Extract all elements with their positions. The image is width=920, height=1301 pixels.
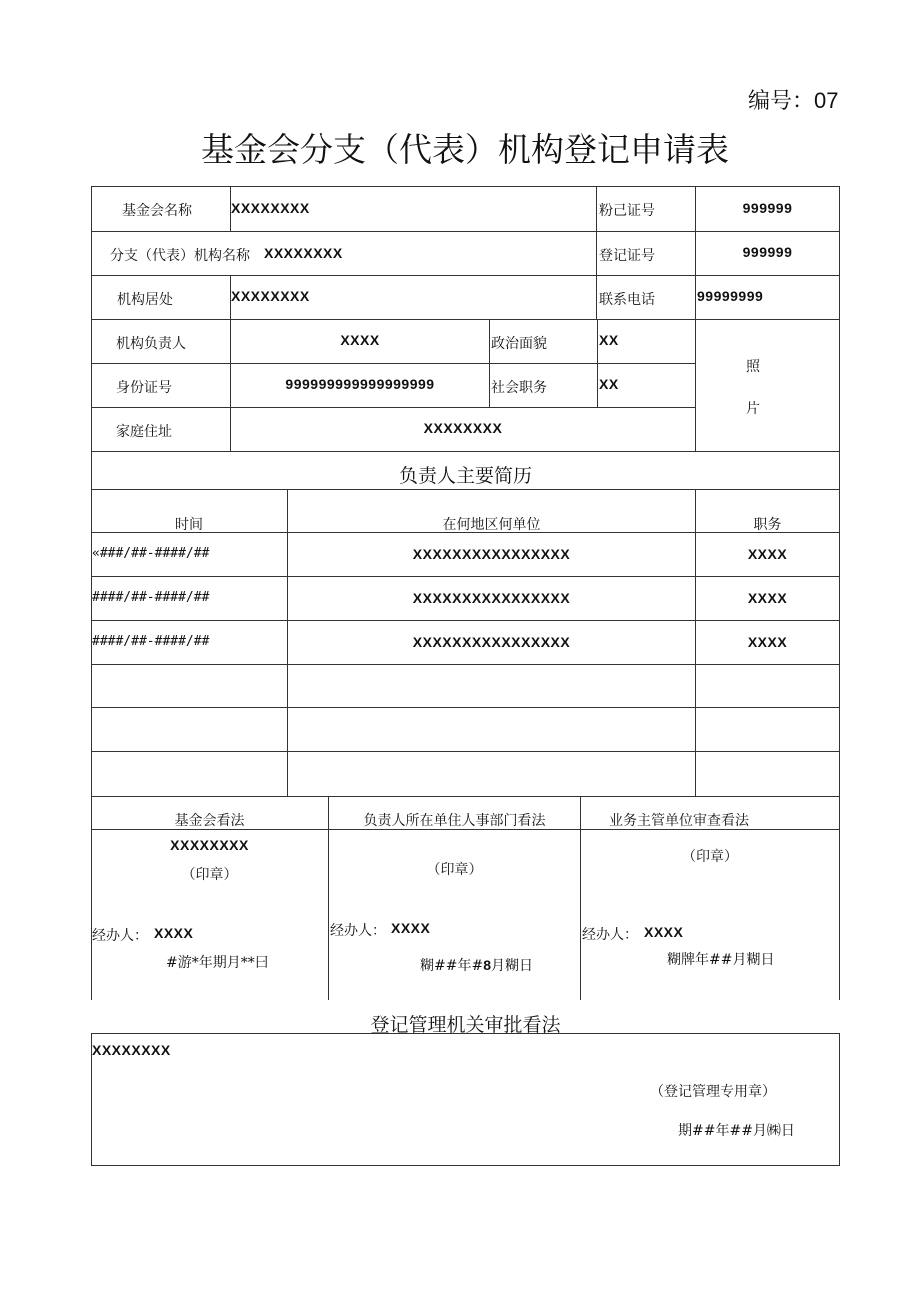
page-title: 基金会分支（代表）机构登记申请表	[201, 131, 729, 168]
handler-value-2: XXXX	[391, 920, 431, 936]
row-place: XXXXXXXXXXXXXXXX	[412, 546, 571, 562]
approval-value: XXXXXXXX	[92, 1042, 171, 1058]
reg-no-label: 登记证号	[599, 248, 655, 264]
home-label: 家庭住址	[116, 424, 172, 440]
table-line	[596, 186, 597, 319]
approval-title: 登记管理机关审批看法	[370, 1015, 561, 1036]
address-value: XXXXXXXX	[231, 288, 310, 304]
opinion-col3-label: 业务主管单位审查看法	[609, 813, 749, 829]
address-label: 机构居处	[117, 292, 173, 308]
photo-char-2: 片	[746, 401, 760, 417]
table-line	[91, 751, 840, 752]
table-line	[91, 796, 840, 797]
table-line	[489, 319, 490, 407]
table-line	[91, 319, 840, 320]
table-line	[839, 451, 840, 796]
head-value: XXXX	[340, 332, 380, 348]
approval-box	[91, 1033, 840, 1166]
col-time-header: 时间	[175, 517, 203, 533]
handler-value-1: XXXX	[154, 925, 194, 941]
date-2	[420, 955, 533, 975]
resume-title: 负责人主要简历	[398, 466, 532, 487]
date-1: #游*年期月**曰	[166, 955, 269, 971]
branch-name-label: 分支（代表）机构名称	[110, 248, 250, 264]
cert-no-label: 粉己证号	[599, 203, 655, 219]
table-line	[839, 186, 840, 451]
row-place: XXXXXXXXXXXXXXXX	[412, 590, 571, 606]
table-line	[91, 664, 840, 665]
opinion-col2-label: 负责人所在单住人事部门看法	[363, 813, 546, 829]
table-line	[91, 186, 840, 187]
col-post-header: 职务	[753, 517, 782, 533]
political-label: 政治面貌	[491, 336, 547, 352]
home-value: XXXXXXXX	[423, 420, 503, 436]
col-place-header: 在何地区何单位	[442, 517, 541, 533]
approval-date: 期##年##月㈱日	[678, 1123, 795, 1139]
foundation-name-label: 基金会名称	[122, 203, 192, 219]
row-place: XXXXXXXXXXXXXXXX	[412, 634, 571, 650]
opinion-col1-label: 基金会看法	[174, 813, 245, 829]
date-2-part-c: 月糊日	[491, 958, 533, 974]
table-line	[91, 707, 840, 708]
date-3: 糊牌年##月糊日	[667, 952, 775, 968]
photo-char-1: 照	[746, 359, 760, 375]
table-line	[91, 231, 840, 232]
social-value: XX	[599, 376, 619, 392]
row-post: XXXX	[747, 590, 788, 606]
seal-2: （印章）	[426, 862, 483, 878]
table-line	[91, 576, 840, 577]
cert-no-value: 999999	[742, 200, 793, 216]
social-label: 社会职务	[491, 380, 547, 396]
table-line	[91, 363, 695, 364]
table-line	[91, 186, 92, 451]
table-line	[91, 275, 840, 276]
row-post: XXXX	[747, 634, 788, 650]
seal-3: （印章）	[682, 849, 738, 865]
table-line	[839, 796, 840, 1000]
table-line	[597, 319, 598, 407]
reg-no-value: 999999	[742, 244, 793, 260]
table-line	[91, 489, 840, 490]
table-line	[695, 186, 696, 451]
row-post: XXXX	[747, 546, 788, 562]
table-line	[91, 451, 92, 796]
id-value: 999999999999999999	[285, 376, 435, 392]
phone-label: 联系电话	[599, 292, 655, 308]
handler-label-2: 经办人：	[330, 923, 386, 939]
foundation-name-value: XXXXXXXX	[231, 200, 310, 216]
phone-value: 99999999	[697, 288, 764, 304]
opinion-col1-value: XXXXXXXX	[170, 837, 249, 853]
handler-label-1: 经办人：	[92, 928, 148, 944]
date-2-part-b: 8	[483, 957, 491, 973]
table-line	[91, 451, 840, 452]
date-2-part-a: 糊##年#	[420, 958, 484, 974]
branch-name-value: XXXXXXXX	[264, 245, 343, 261]
head-label: 机构负责人	[116, 336, 186, 352]
row-time: ####/##-####/##	[92, 634, 210, 649]
political-value: XX	[599, 332, 619, 348]
form-number: 编号：07	[748, 88, 839, 113]
table-line	[91, 620, 840, 621]
table-line	[91, 407, 695, 408]
row-time: ####/##-####/##	[92, 590, 210, 605]
row-time: «###/##-####/##	[92, 546, 210, 561]
handler-value-3: XXXX	[644, 924, 684, 940]
seal-1: （印章）	[181, 867, 238, 883]
id-label: 身份证号	[116, 380, 172, 396]
handler-label-3: 经办人：	[582, 927, 638, 943]
approval-seal: （登记管理专用章）	[650, 1084, 776, 1100]
